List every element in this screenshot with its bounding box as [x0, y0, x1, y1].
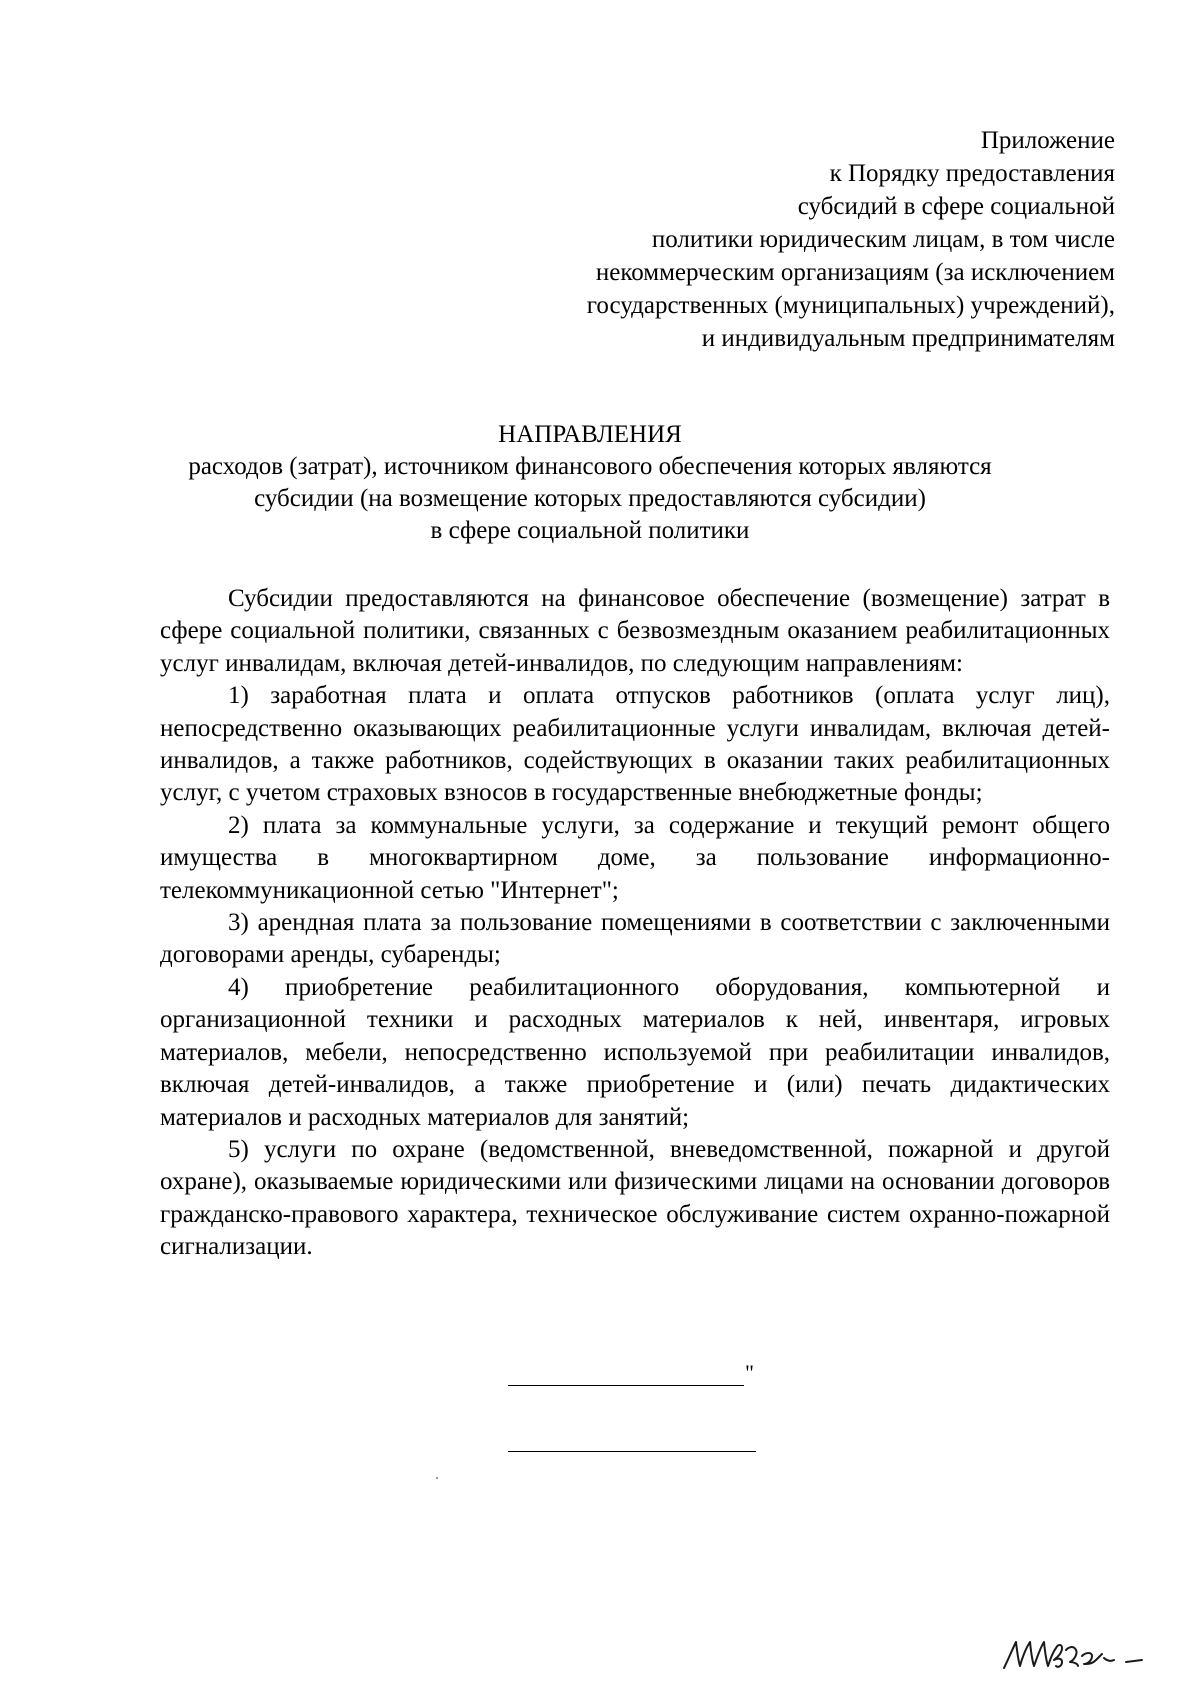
appendix-line: субсидий в сфере социальной	[797, 193, 1115, 220]
document-body	[160, 583, 1110, 1264]
intro-paragraph: Субсидии предоставляются на финансовое обеспечение (возмещение) затрат в сфере социальной политики, связанных с безвозмездным оказанием реабилитационных услуг инвалидам, включая детей-инвалидов, по следующим направлениям:	[160, 585, 1110, 677]
document-subtitle-line: субсидии (на возмещение которых предоставляются субсидии)	[254, 485, 926, 512]
document-title: НАПРАВЛЕНИЯ	[498, 421, 682, 448]
closing-quote-mark: "	[745, 1360, 754, 1385]
end-rule	[508, 1451, 756, 1452]
list-item: 4) приобретение реабилитационного оборудования, компьютерной и организационной техники и расходных материалов к ней, инвентаря, игровых материалов, мебели, непосредственно используемой при реабилитации инвалидов, включая детей-инвалидов, а также приобретение и (или) печать дидактических материалов и расходных материалов для занятий;	[160, 973, 1110, 1131]
appendix-line: государственных (муниципальных) учреждений),	[586, 292, 1115, 319]
appendix-line: некоммерческим организациям (за исключением	[595, 259, 1115, 286]
list-item: 3) арендная плата за пользование помещениями в соответствии с заключенными договорами аренды, субаренды;	[160, 909, 1110, 969]
appendix-line: политики юридическим лицам, в том числе	[651, 226, 1115, 253]
appendix-line: и индивидуальным предпринимателям	[701, 325, 1115, 352]
signature-mark	[1000, 1630, 1150, 1675]
list-item: 5) услуги по охране (ведомственной, вневедомственной, пожарной и другой охране), оказываемые юридическими или физическими лицами на основании договоров гражданско-правового характера, техническое обслуживание систем охранно-пожарной сигнализации.	[160, 1135, 1110, 1261]
closing-rule	[508, 1385, 744, 1386]
appendix-line: Приложение	[980, 127, 1115, 154]
appendix-line: к Порядку предоставления	[829, 160, 1115, 187]
document-subtitle-line: в сфере социальной политики	[430, 517, 750, 544]
document-subtitle-line: расходов (затрат), источником финансового обеспечения которых являются	[188, 453, 992, 480]
document-heading	[140, 419, 1040, 547]
scan-speck	[436, 1477, 438, 1479]
list-item: 1) заработная плата и оплата отпусков работников (оплата услуг лиц), непосредственно оказывающих реабилитационные услуги инвалидам, включая детей-инвалидов, а также работников, содействующих в оказании таких реабилитационных услуг, с учетом страховых взносов в государственные внебюджетные фонды;	[160, 682, 1110, 807]
list-item: 2) плата за коммунальные услуги, за содержание и текущий ремонт общего имущества в многоквартирном доме, за пользование информационно-телекоммуникационной сетью "Интернет";	[160, 811, 1110, 904]
appendix-header	[415, 124, 1115, 355]
